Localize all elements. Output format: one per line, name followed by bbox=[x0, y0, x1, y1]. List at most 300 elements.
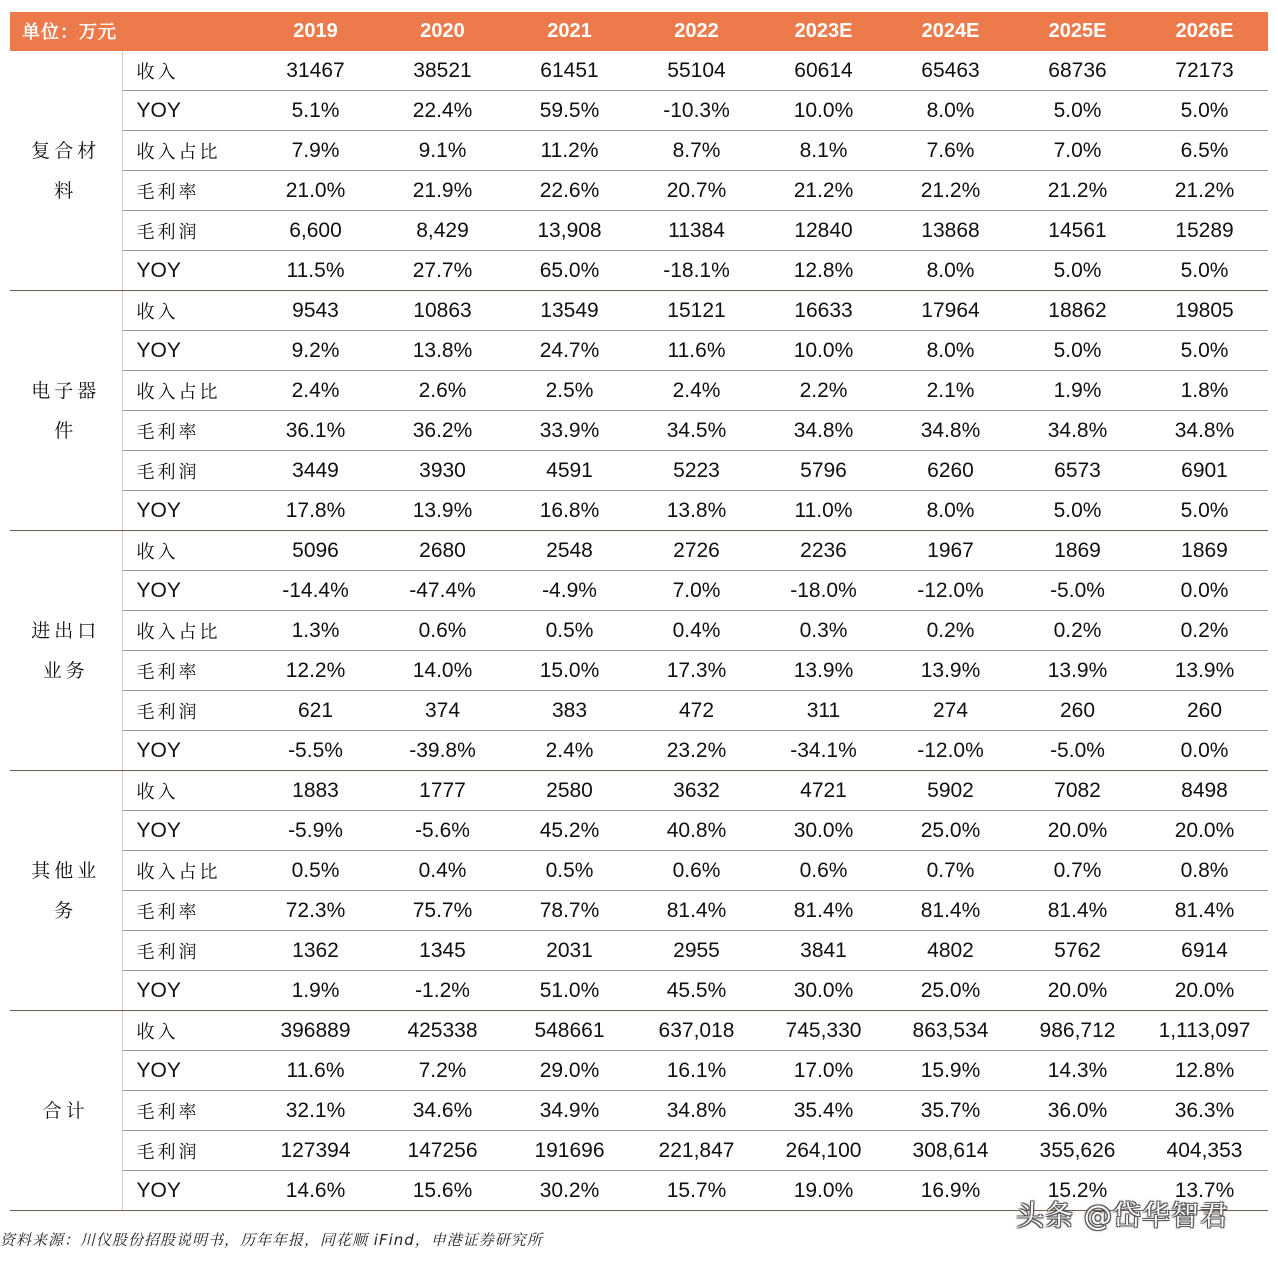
metric-label: 收入 bbox=[122, 291, 252, 331]
value-cell: 3841 bbox=[760, 931, 887, 971]
value-cell: 18862 bbox=[1014, 291, 1141, 331]
value-cell: 13.9% bbox=[379, 491, 506, 531]
table-row bbox=[10, 1051, 1268, 1091]
value-cell: -18.0% bbox=[760, 571, 887, 611]
table-row bbox=[10, 891, 1268, 931]
value-cell: 147256 bbox=[379, 1131, 506, 1171]
value-cell: -5.6% bbox=[379, 811, 506, 851]
year-header: 2022 bbox=[633, 12, 760, 51]
value-cell: 1.9% bbox=[1014, 371, 1141, 411]
segment-label bbox=[10, 771, 122, 1011]
value-cell: 5.0% bbox=[1014, 91, 1141, 131]
value-cell: 9543 bbox=[252, 291, 379, 331]
table-row bbox=[10, 651, 1268, 691]
value-cell: 35.4% bbox=[760, 1091, 887, 1131]
value-cell: 34.8% bbox=[633, 1091, 760, 1131]
segment-label bbox=[10, 1011, 122, 1211]
value-cell: 8.0% bbox=[887, 331, 1014, 371]
table-row bbox=[10, 371, 1268, 411]
value-cell: 13.9% bbox=[1014, 651, 1141, 691]
value-cell: 472 bbox=[633, 691, 760, 731]
value-cell: 5096 bbox=[252, 531, 379, 571]
table-row bbox=[10, 531, 1268, 571]
value-cell: 11.0% bbox=[760, 491, 887, 531]
metric-label: YOY bbox=[122, 571, 252, 611]
value-cell: 6.5% bbox=[1141, 131, 1268, 171]
value-cell: 81.4% bbox=[1141, 891, 1268, 931]
year-header: 2026E bbox=[1141, 12, 1268, 51]
value-cell: 2.2% bbox=[760, 371, 887, 411]
value-cell: 40.8% bbox=[633, 811, 760, 851]
metric-label: 收入占比 bbox=[122, 131, 252, 171]
value-cell: 0.5% bbox=[506, 851, 633, 891]
value-cell: 45.5% bbox=[633, 971, 760, 1011]
value-cell: -1.2% bbox=[379, 971, 506, 1011]
value-cell: 4591 bbox=[506, 451, 633, 491]
value-cell: 8498 bbox=[1141, 771, 1268, 811]
value-cell: 2.1% bbox=[887, 371, 1014, 411]
table-row bbox=[10, 811, 1268, 851]
value-cell: 13.8% bbox=[379, 331, 506, 371]
metric-label: 毛利润 bbox=[122, 451, 252, 491]
segment-label bbox=[10, 291, 122, 531]
value-cell: 23.2% bbox=[633, 731, 760, 771]
value-cell: 72.3% bbox=[252, 891, 379, 931]
value-cell: -34.1% bbox=[760, 731, 887, 771]
metric-label: YOY bbox=[122, 1171, 252, 1211]
segment-name: 其他业务 bbox=[31, 859, 101, 922]
table-row bbox=[10, 131, 1268, 171]
value-cell: 191696 bbox=[506, 1131, 633, 1171]
value-cell: 12840 bbox=[760, 211, 887, 251]
value-cell: 21.9% bbox=[379, 171, 506, 211]
value-cell: 5.0% bbox=[1014, 251, 1141, 291]
value-cell: 59.5% bbox=[506, 91, 633, 131]
value-cell: 16.8% bbox=[506, 491, 633, 531]
value-cell: 5.0% bbox=[1141, 491, 1268, 531]
value-cell: 0.4% bbox=[633, 611, 760, 651]
value-cell: 745,330 bbox=[760, 1011, 887, 1051]
value-cell: -39.8% bbox=[379, 731, 506, 771]
value-cell: 36.3% bbox=[1141, 1091, 1268, 1131]
value-cell: 7.2% bbox=[379, 1051, 506, 1091]
value-cell: 308,614 bbox=[887, 1131, 1014, 1171]
value-cell: 15.7% bbox=[633, 1171, 760, 1211]
value-cell: 17.3% bbox=[633, 651, 760, 691]
value-cell: 36.2% bbox=[379, 411, 506, 451]
value-cell: 2955 bbox=[633, 931, 760, 971]
segment-name: 复合材料 bbox=[31, 139, 101, 202]
value-cell: 0.8% bbox=[1141, 851, 1268, 891]
value-cell: 1,113,097 bbox=[1141, 1011, 1268, 1051]
value-cell: 51.0% bbox=[506, 971, 633, 1011]
table-row bbox=[10, 1091, 1268, 1131]
value-cell: 13549 bbox=[506, 291, 633, 331]
value-cell: 10.0% bbox=[760, 331, 887, 371]
value-cell: 0.5% bbox=[252, 851, 379, 891]
year-header: 2020 bbox=[379, 12, 506, 51]
metric-label: YOY bbox=[122, 731, 252, 771]
value-cell: 986,712 bbox=[1014, 1011, 1141, 1051]
value-cell: 65463 bbox=[887, 51, 1014, 91]
segment-label bbox=[10, 51, 122, 291]
value-cell: 1869 bbox=[1141, 531, 1268, 571]
value-cell: 20.7% bbox=[633, 171, 760, 211]
value-cell: 1362 bbox=[252, 931, 379, 971]
segment-name: 电子器件 bbox=[31, 379, 101, 442]
value-cell: -12.0% bbox=[887, 571, 1014, 611]
value-cell: 10.0% bbox=[760, 91, 887, 131]
table-row bbox=[10, 691, 1268, 731]
metric-label: 收入 bbox=[122, 531, 252, 571]
value-cell: 9.1% bbox=[379, 131, 506, 171]
value-cell: 13.9% bbox=[760, 651, 887, 691]
value-cell: 6573 bbox=[1014, 451, 1141, 491]
value-cell: 9.2% bbox=[252, 331, 379, 371]
value-cell: 2726 bbox=[633, 531, 760, 571]
value-cell: 60614 bbox=[760, 51, 887, 91]
value-cell: 16633 bbox=[760, 291, 887, 331]
value-cell: 55104 bbox=[633, 51, 760, 91]
value-cell: 30.2% bbox=[506, 1171, 633, 1211]
metric-label: 收入占比 bbox=[122, 371, 252, 411]
value-cell: 21.2% bbox=[1014, 171, 1141, 211]
value-cell: 16.9% bbox=[887, 1171, 1014, 1211]
value-cell: 1.8% bbox=[1141, 371, 1268, 411]
value-cell: 2.4% bbox=[506, 731, 633, 771]
value-cell: 33.9% bbox=[506, 411, 633, 451]
table-row bbox=[10, 971, 1268, 1011]
table-row bbox=[10, 251, 1268, 291]
metric-label: 毛利润 bbox=[122, 211, 252, 251]
year-header: 2021 bbox=[506, 12, 633, 51]
metric-label: YOY bbox=[122, 331, 252, 371]
value-cell: 34.5% bbox=[633, 411, 760, 451]
value-cell: 7.0% bbox=[1014, 131, 1141, 171]
table-row bbox=[10, 331, 1268, 371]
value-cell: 7.6% bbox=[887, 131, 1014, 171]
source-note: 资料来源：川仪股份招股说明书，历年年报，同花顺 iFind，申港证券研究所 bbox=[0, 1231, 543, 1249]
value-cell: 19.0% bbox=[760, 1171, 887, 1211]
value-cell: 36.1% bbox=[252, 411, 379, 451]
value-cell: 383 bbox=[506, 691, 633, 731]
table-row bbox=[10, 451, 1268, 491]
value-cell: 863,534 bbox=[887, 1011, 1014, 1051]
value-cell: 31467 bbox=[252, 51, 379, 91]
value-cell: 404,353 bbox=[1141, 1131, 1268, 1171]
value-cell: 20.0% bbox=[1141, 971, 1268, 1011]
value-cell: 7.9% bbox=[252, 131, 379, 171]
value-cell: 1.3% bbox=[252, 611, 379, 651]
metric-label: 收入占比 bbox=[122, 851, 252, 891]
year-header: 2024E bbox=[887, 12, 1014, 51]
value-cell: 221,847 bbox=[633, 1131, 760, 1171]
table-row bbox=[10, 1011, 1268, 1051]
value-cell: 0.6% bbox=[760, 851, 887, 891]
value-cell: 5796 bbox=[760, 451, 887, 491]
value-cell: 13.9% bbox=[887, 651, 1014, 691]
metric-label: YOY bbox=[122, 1051, 252, 1091]
table-row bbox=[10, 771, 1268, 811]
value-cell: -4.9% bbox=[506, 571, 633, 611]
value-cell: 2.4% bbox=[633, 371, 760, 411]
segment-name: 进出口业务 bbox=[31, 619, 101, 682]
value-cell: 13.9% bbox=[1141, 651, 1268, 691]
value-cell: 5.0% bbox=[1141, 251, 1268, 291]
year-header: 2019 bbox=[252, 12, 379, 51]
value-cell: 3632 bbox=[633, 771, 760, 811]
metric-label: 收入占比 bbox=[122, 611, 252, 651]
value-cell: 5.0% bbox=[1014, 331, 1141, 371]
value-cell: 20.0% bbox=[1141, 811, 1268, 851]
value-cell: 0.0% bbox=[1141, 571, 1268, 611]
value-cell: 38521 bbox=[379, 51, 506, 91]
value-cell: 15.2% bbox=[1014, 1171, 1141, 1211]
value-cell: 15.9% bbox=[887, 1051, 1014, 1091]
value-cell: 374 bbox=[379, 691, 506, 731]
value-cell: 260 bbox=[1014, 691, 1141, 731]
value-cell: 12.2% bbox=[252, 651, 379, 691]
value-cell: 4721 bbox=[760, 771, 887, 811]
metric-label: 收入 bbox=[122, 771, 252, 811]
value-cell: 8.0% bbox=[887, 91, 1014, 131]
metric-label: YOY bbox=[122, 251, 252, 291]
metric-label: 毛利率 bbox=[122, 411, 252, 451]
value-cell: 81.4% bbox=[887, 891, 1014, 931]
value-cell: -14.4% bbox=[252, 571, 379, 611]
value-cell: 7.0% bbox=[633, 571, 760, 611]
value-cell: 0.7% bbox=[887, 851, 1014, 891]
table-row bbox=[10, 51, 1268, 91]
value-cell: 21.0% bbox=[252, 171, 379, 211]
value-cell: 68736 bbox=[1014, 51, 1141, 91]
segment-financials-table bbox=[10, 12, 1268, 1211]
value-cell: 12.8% bbox=[760, 251, 887, 291]
value-cell: 5.0% bbox=[1141, 331, 1268, 371]
value-cell: -12.0% bbox=[887, 731, 1014, 771]
value-cell: 72173 bbox=[1141, 51, 1268, 91]
value-cell: 16.1% bbox=[633, 1051, 760, 1091]
value-cell: 30.0% bbox=[760, 971, 887, 1011]
value-cell: 8.1% bbox=[760, 131, 887, 171]
value-cell: 20.0% bbox=[1014, 811, 1141, 851]
value-cell: 12.8% bbox=[1141, 1051, 1268, 1091]
metric-label: YOY bbox=[122, 491, 252, 531]
value-cell: 4802 bbox=[887, 931, 1014, 971]
metric-label: 收入 bbox=[122, 51, 252, 91]
value-cell: 34.8% bbox=[760, 411, 887, 451]
value-cell: 81.4% bbox=[1014, 891, 1141, 931]
value-cell: 637,018 bbox=[633, 1011, 760, 1051]
value-cell: 17964 bbox=[887, 291, 1014, 331]
value-cell: 6901 bbox=[1141, 451, 1268, 491]
unit-label: 单位：万元 bbox=[10, 12, 252, 51]
metric-label: 毛利率 bbox=[122, 1091, 252, 1131]
value-cell: 2.5% bbox=[506, 371, 633, 411]
metric-label: 毛利率 bbox=[122, 651, 252, 691]
value-cell: 264,100 bbox=[760, 1131, 887, 1171]
value-cell: 2680 bbox=[379, 531, 506, 571]
value-cell: 35.7% bbox=[887, 1091, 1014, 1131]
value-cell: 274 bbox=[887, 691, 1014, 731]
value-cell: 11.6% bbox=[252, 1051, 379, 1091]
value-cell: 8.7% bbox=[633, 131, 760, 171]
metric-label: 毛利润 bbox=[122, 931, 252, 971]
value-cell: 1883 bbox=[252, 771, 379, 811]
value-cell: 13868 bbox=[887, 211, 1014, 251]
value-cell: 1.9% bbox=[252, 971, 379, 1011]
value-cell: 355,626 bbox=[1014, 1131, 1141, 1171]
value-cell: 11.2% bbox=[506, 131, 633, 171]
value-cell: -47.4% bbox=[379, 571, 506, 611]
value-cell: 2236 bbox=[760, 531, 887, 571]
value-cell: 24.7% bbox=[506, 331, 633, 371]
table-body bbox=[10, 51, 1268, 1211]
value-cell: 19805 bbox=[1141, 291, 1268, 331]
value-cell: 32.1% bbox=[252, 1091, 379, 1131]
metric-label: YOY bbox=[122, 811, 252, 851]
value-cell: 25.0% bbox=[887, 811, 1014, 851]
value-cell: 0.2% bbox=[887, 611, 1014, 651]
table-row bbox=[10, 1131, 1268, 1171]
metric-label: 毛利润 bbox=[122, 1131, 252, 1171]
value-cell: -18.1% bbox=[633, 251, 760, 291]
value-cell: 260 bbox=[1141, 691, 1268, 731]
value-cell: 14.0% bbox=[379, 651, 506, 691]
metric-label: 毛利润 bbox=[122, 691, 252, 731]
value-cell: 75.7% bbox=[379, 891, 506, 931]
value-cell: 13.8% bbox=[633, 491, 760, 531]
watermark: 头条 @岱华智君 bbox=[1016, 1199, 1229, 1232]
value-cell: 7082 bbox=[1014, 771, 1141, 811]
value-cell: 14561 bbox=[1014, 211, 1141, 251]
value-cell: 13,908 bbox=[506, 211, 633, 251]
value-cell: 6,600 bbox=[252, 211, 379, 251]
value-cell: 396889 bbox=[252, 1011, 379, 1051]
value-cell: 25.0% bbox=[887, 971, 1014, 1011]
value-cell: 0.5% bbox=[506, 611, 633, 651]
financial-table-container bbox=[10, 12, 1268, 1211]
value-cell: 81.4% bbox=[633, 891, 760, 931]
value-cell: 0.7% bbox=[1014, 851, 1141, 891]
value-cell: 0.4% bbox=[379, 851, 506, 891]
table-row bbox=[10, 291, 1268, 331]
value-cell: 15289 bbox=[1141, 211, 1268, 251]
value-cell: 5.0% bbox=[1014, 491, 1141, 531]
value-cell: 78.7% bbox=[506, 891, 633, 931]
value-cell: 127394 bbox=[252, 1131, 379, 1171]
value-cell: 1777 bbox=[379, 771, 506, 811]
value-cell: 0.2% bbox=[1141, 611, 1268, 651]
value-cell: 0.2% bbox=[1014, 611, 1141, 651]
value-cell: 2.6% bbox=[379, 371, 506, 411]
value-cell: 81.4% bbox=[760, 891, 887, 931]
value-cell: 5902 bbox=[887, 771, 1014, 811]
value-cell: 34.8% bbox=[887, 411, 1014, 451]
value-cell: 34.8% bbox=[1014, 411, 1141, 451]
value-cell: 1345 bbox=[379, 931, 506, 971]
value-cell: 17.8% bbox=[252, 491, 379, 531]
value-cell: 11.5% bbox=[252, 251, 379, 291]
value-cell: -5.0% bbox=[1014, 731, 1141, 771]
value-cell: 5.1% bbox=[252, 91, 379, 131]
value-cell: 14.6% bbox=[252, 1171, 379, 1211]
value-cell: 0.0% bbox=[1141, 731, 1268, 771]
value-cell: 61451 bbox=[506, 51, 633, 91]
value-cell: 2031 bbox=[506, 931, 633, 971]
value-cell: 65.0% bbox=[506, 251, 633, 291]
value-cell: -10.3% bbox=[633, 91, 760, 131]
value-cell: 8,429 bbox=[379, 211, 506, 251]
metric-label: YOY bbox=[122, 971, 252, 1011]
table-row bbox=[10, 851, 1268, 891]
header-row bbox=[10, 12, 1268, 51]
value-cell: 2580 bbox=[506, 771, 633, 811]
segment-label bbox=[10, 531, 122, 771]
table-row bbox=[10, 491, 1268, 531]
value-cell: 5223 bbox=[633, 451, 760, 491]
value-cell: 6914 bbox=[1141, 931, 1268, 971]
table-row bbox=[10, 91, 1268, 131]
value-cell: -5.0% bbox=[1014, 571, 1141, 611]
value-cell: 0.6% bbox=[633, 851, 760, 891]
value-cell: 8.0% bbox=[887, 251, 1014, 291]
value-cell: 20.0% bbox=[1014, 971, 1141, 1011]
value-cell: 34.9% bbox=[506, 1091, 633, 1131]
segment-name: 合计 bbox=[42, 1099, 89, 1122]
table-row bbox=[10, 931, 1268, 971]
value-cell: 27.7% bbox=[379, 251, 506, 291]
value-cell: 36.0% bbox=[1014, 1091, 1141, 1131]
value-cell: 15121 bbox=[633, 291, 760, 331]
value-cell: 6260 bbox=[887, 451, 1014, 491]
value-cell: 0.3% bbox=[760, 611, 887, 651]
value-cell: 1869 bbox=[1014, 531, 1141, 571]
metric-label: YOY bbox=[122, 91, 252, 131]
metric-label: 毛利率 bbox=[122, 171, 252, 211]
value-cell: 548661 bbox=[506, 1011, 633, 1051]
value-cell: 13.7% bbox=[1141, 1171, 1268, 1211]
value-cell: 21.2% bbox=[1141, 171, 1268, 211]
metric-label: 收入 bbox=[122, 1011, 252, 1051]
value-cell: -5.9% bbox=[252, 811, 379, 851]
table-row bbox=[10, 731, 1268, 771]
value-cell: 11384 bbox=[633, 211, 760, 251]
value-cell: 45.2% bbox=[506, 811, 633, 851]
table-row bbox=[10, 211, 1268, 251]
table-row bbox=[10, 171, 1268, 211]
value-cell: 1967 bbox=[887, 531, 1014, 571]
value-cell: 621 bbox=[252, 691, 379, 731]
value-cell: 22.6% bbox=[506, 171, 633, 211]
table-row bbox=[10, 411, 1268, 451]
value-cell: 8.0% bbox=[887, 491, 1014, 531]
table-row bbox=[10, 611, 1268, 651]
value-cell: 21.2% bbox=[760, 171, 887, 211]
table-row bbox=[10, 571, 1268, 611]
value-cell: 22.4% bbox=[379, 91, 506, 131]
value-cell: 29.0% bbox=[506, 1051, 633, 1091]
value-cell: 311 bbox=[760, 691, 887, 731]
value-cell: 34.6% bbox=[379, 1091, 506, 1131]
value-cell: 3930 bbox=[379, 451, 506, 491]
value-cell: 5.0% bbox=[1141, 91, 1268, 131]
year-header: 2025E bbox=[1014, 12, 1141, 51]
value-cell: 10863 bbox=[379, 291, 506, 331]
value-cell: 425338 bbox=[379, 1011, 506, 1051]
value-cell: 34.8% bbox=[1141, 411, 1268, 451]
value-cell: 15.6% bbox=[379, 1171, 506, 1211]
